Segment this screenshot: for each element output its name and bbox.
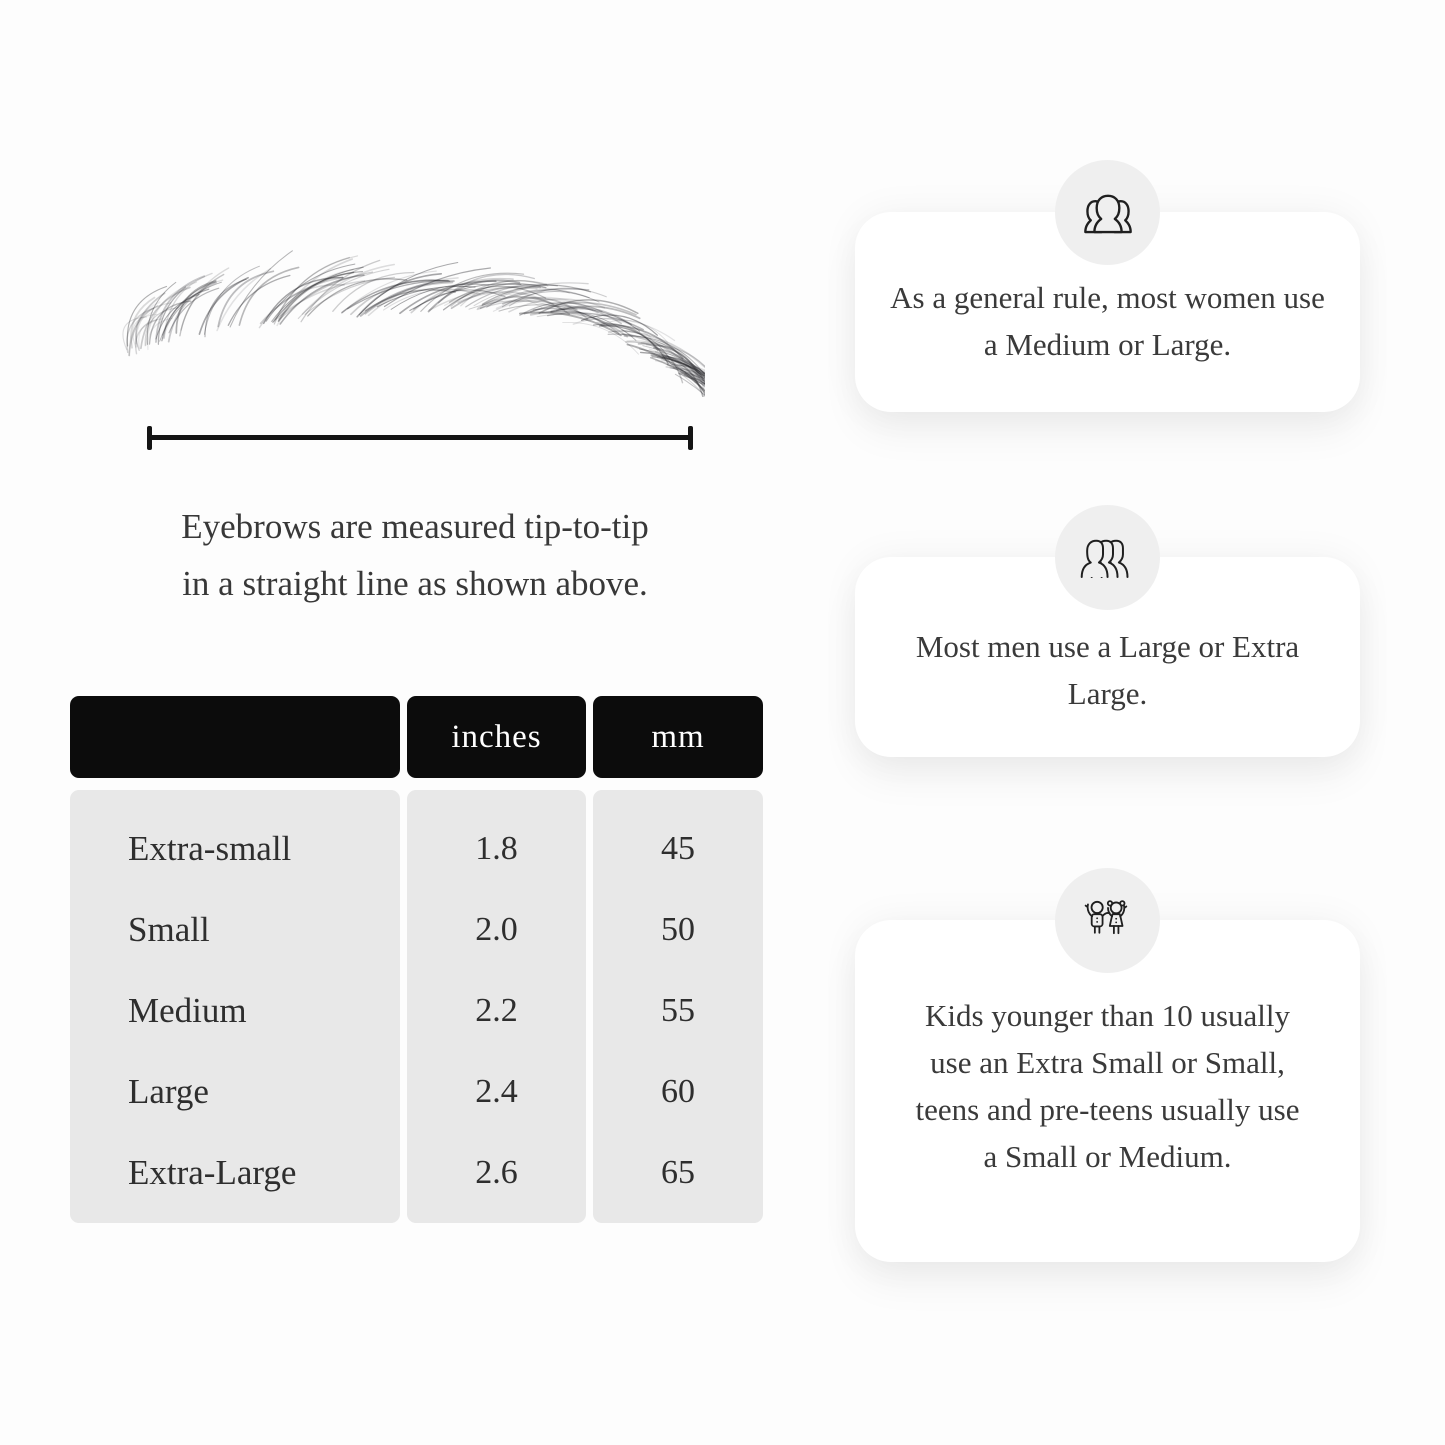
info-card-kids xyxy=(855,920,1360,1262)
table-row xyxy=(70,808,763,889)
caption-line-2: in a straight line as shown above. xyxy=(182,564,648,603)
table-cell: 2.0 xyxy=(475,910,518,948)
table-row xyxy=(70,970,763,1051)
table-cell: 55 xyxy=(661,991,695,1029)
table-cell: Extra-Large xyxy=(128,1152,297,1192)
measurement-line-bar xyxy=(147,435,693,440)
table-cell: 2.4 xyxy=(475,1072,518,1110)
header-cell-inches: inches xyxy=(407,696,586,778)
header-cell-size xyxy=(70,696,400,778)
caption-line-1: Eyebrows are measured tip-to-tip xyxy=(181,507,649,546)
table-cell: 2.6 xyxy=(475,1153,518,1191)
info-card-women xyxy=(855,212,1360,412)
table-cell: 50 xyxy=(661,910,695,948)
measurement-line-right-cap xyxy=(688,426,693,450)
header-cell-mm: mm xyxy=(593,696,763,778)
measurement-line xyxy=(147,426,693,450)
men-group-icon xyxy=(1055,505,1160,610)
table-cell: 1.8 xyxy=(475,829,518,867)
kids-icon xyxy=(1055,868,1160,973)
size-table-body xyxy=(70,790,763,1223)
table-cell: 2.2 xyxy=(475,991,518,1029)
table-cell: Extra-small xyxy=(128,828,292,868)
table-cell: 65 xyxy=(661,1153,695,1191)
table-cell: 60 xyxy=(661,1072,695,1110)
table-cell: Large xyxy=(128,1071,209,1111)
table-cell: Medium xyxy=(128,990,247,1030)
card-text-women: As a general rule, most women use a Medium or Large. xyxy=(890,280,1325,362)
card-text-men: Most men use a Large or Extra Large. xyxy=(915,629,1300,711)
card-text-kids: Kids younger than 10 usually use an Extra Small or Small, teens and pre-teens usually use a Small or Medium. xyxy=(915,998,1300,1174)
eyebrow-illustration xyxy=(110,232,705,397)
size-table xyxy=(70,696,763,1223)
table-row xyxy=(70,889,763,970)
measurement-caption xyxy=(85,498,745,612)
table-cell: Small xyxy=(128,909,210,949)
eyebrow-sketch-svg xyxy=(110,232,705,397)
table-cell: 45 xyxy=(661,829,695,867)
size-table-rows xyxy=(70,808,763,1213)
info-card-men xyxy=(855,557,1360,757)
table-row xyxy=(70,1132,763,1213)
women-group-icon xyxy=(1055,160,1160,265)
table-row xyxy=(70,1051,763,1132)
size-table-header xyxy=(70,696,763,778)
